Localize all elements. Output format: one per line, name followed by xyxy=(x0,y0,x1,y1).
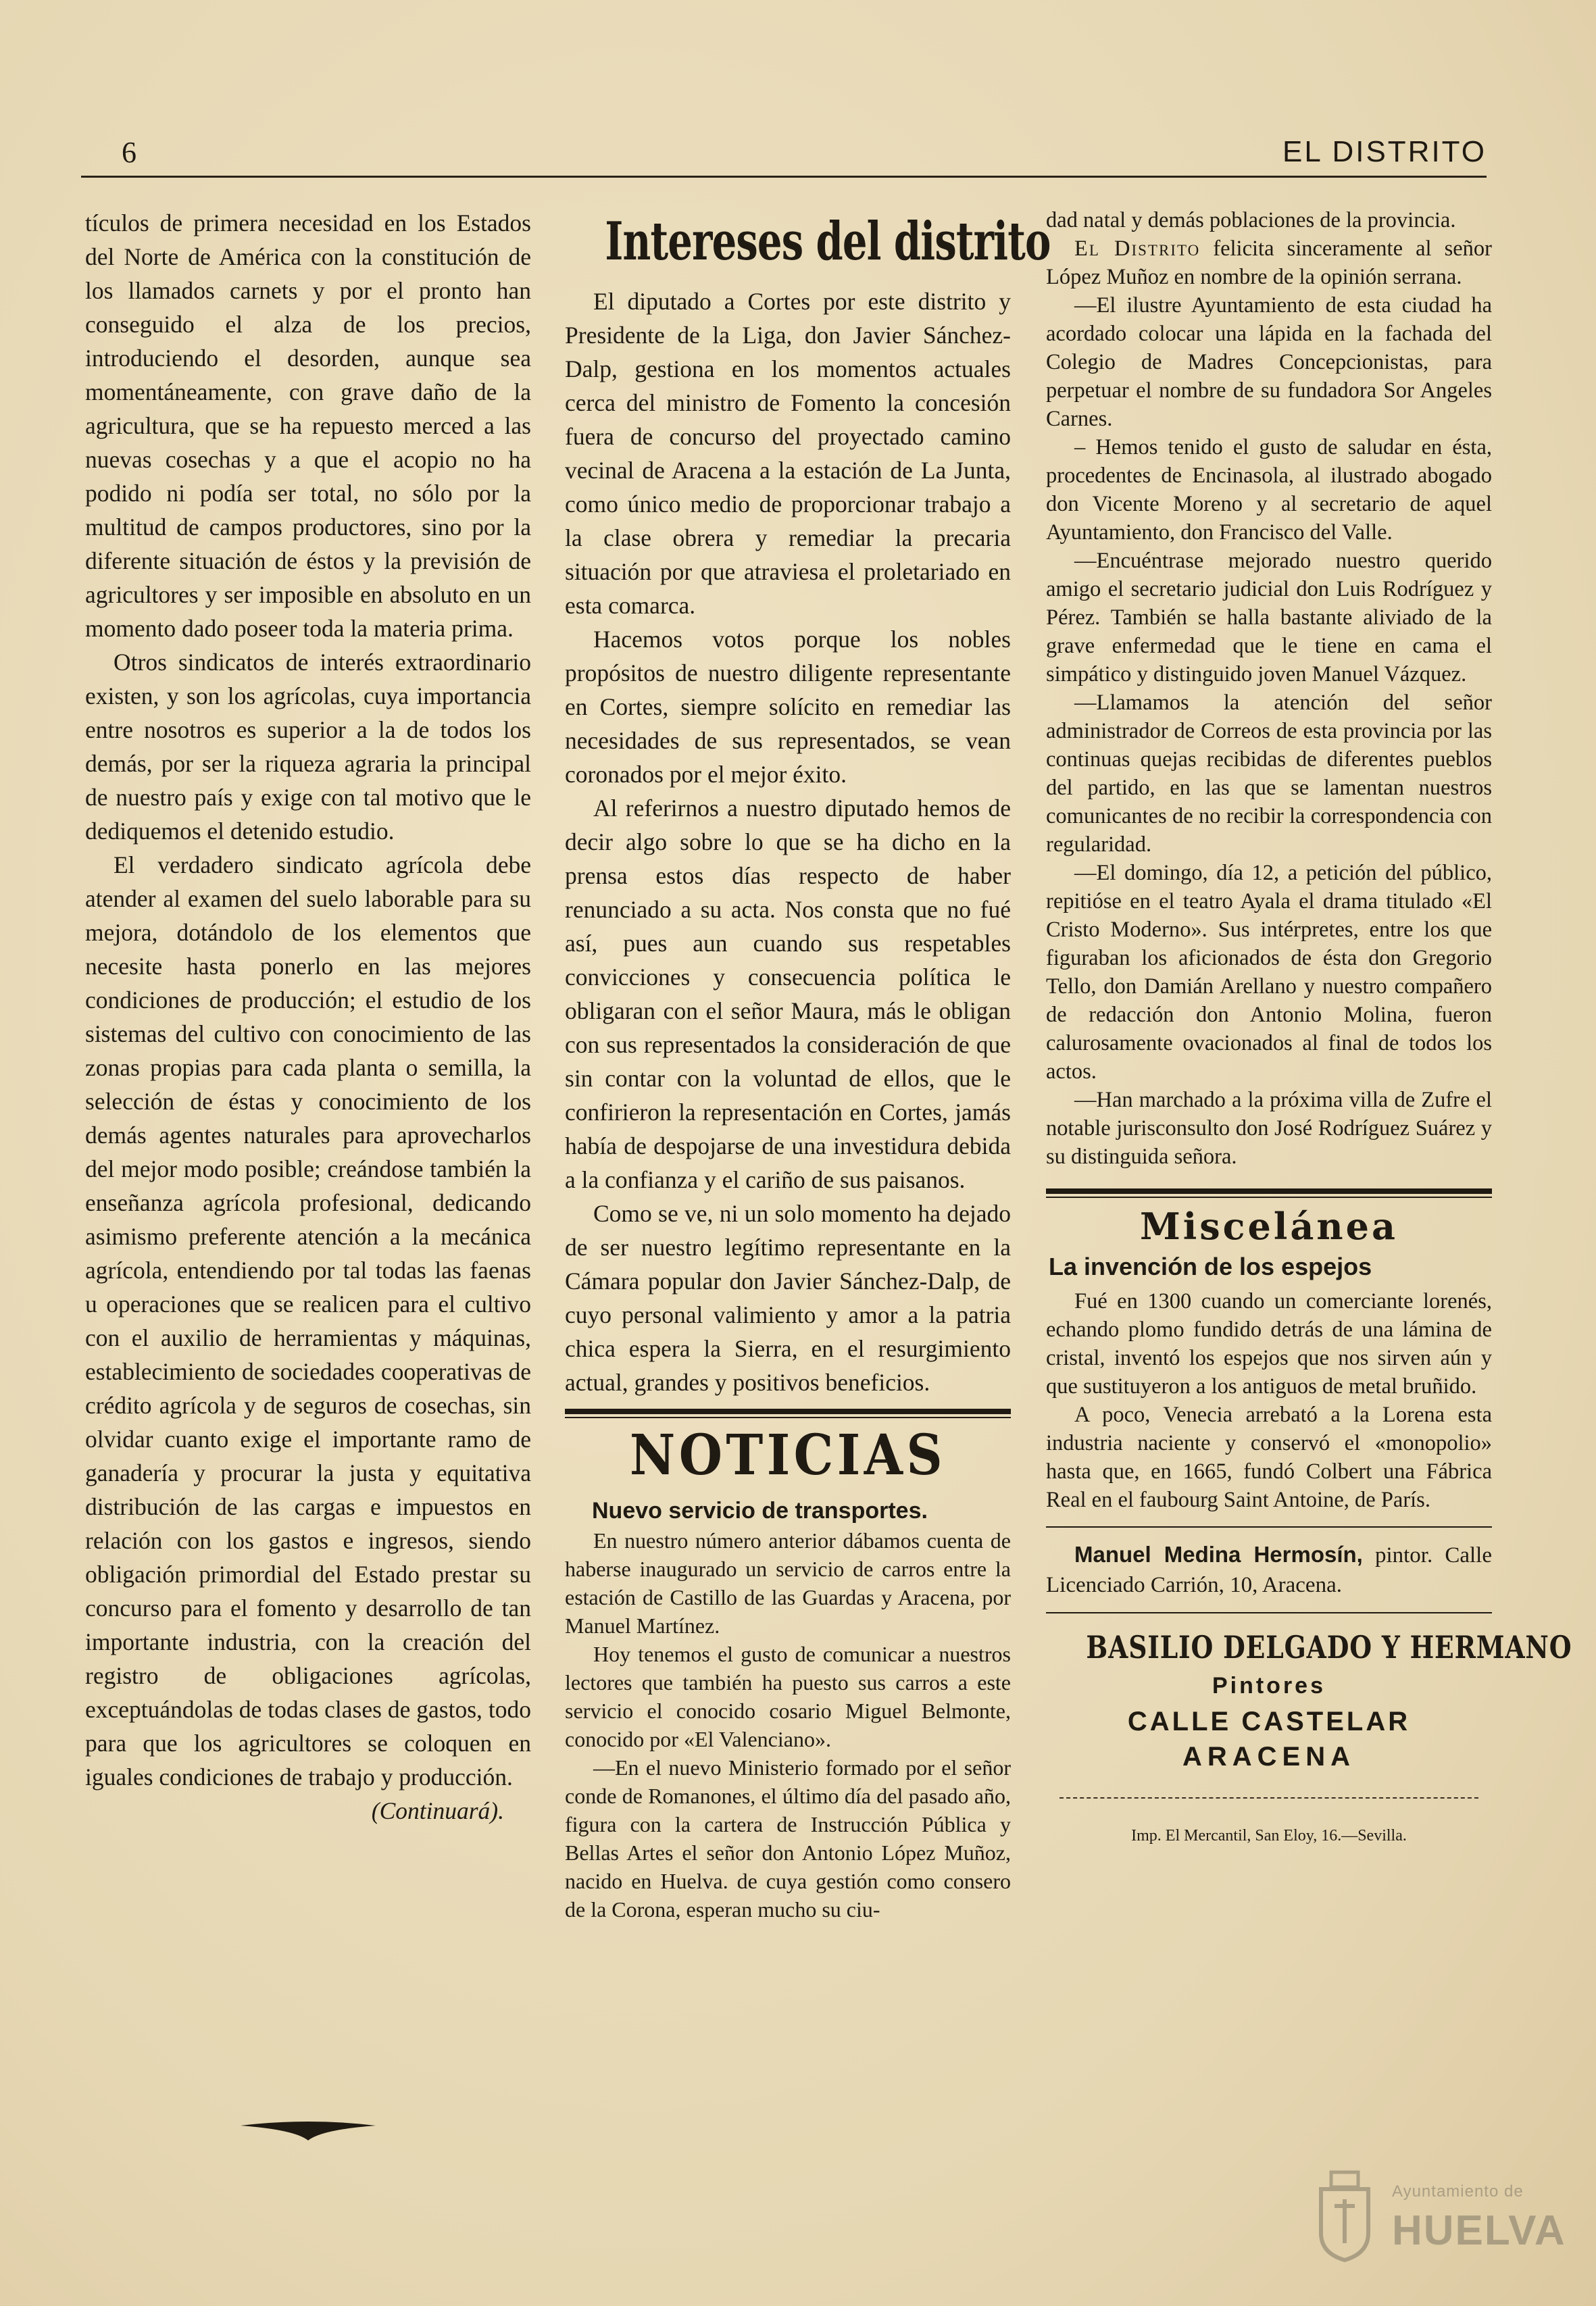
advertisement-medina xyxy=(1046,1540,1492,1600)
ad-trade: Pintores xyxy=(1212,1673,1326,1699)
article-paragraph: Hacemos votos porque los nobles propósitos de nuestro diligente representante en Cortes, siempre solícito en remediar las necesidades de sus representados, se vean coronados por el mejor éxito. xyxy=(565,626,1011,788)
divider-rule xyxy=(1046,1188,1492,1194)
news-item: – Hemos tenido el gusto de saludar en ésta, procedentes de Encinasola, al ilustrado abogado don Vicente Moreno y al secretario de aquel Ayuntamiento, don Francisco del Valle. xyxy=(1046,435,1492,545)
divider-rule xyxy=(565,1417,1011,1418)
noticias-heading: NOTICIAS xyxy=(629,1423,947,1488)
divider-rule xyxy=(1046,1526,1492,1528)
watermark-small-text: Ayuntamiento de xyxy=(1392,2182,1524,2201)
ad-rest: pintor. Calle Licenciado Carrión, 10, Aracena. xyxy=(1046,1543,1492,1597)
divider-rule xyxy=(565,1409,1011,1414)
article-paragraph: El diputado a Cortes por este distrito y Presidente de la Liga, don Javier Sánchez-Dalp, gestiona en los momentos actuales cerca del ministro de Fomento la concesión fuera de concurso del proyectado camino vecinal de Aracena a la estación de La Junta, como único medio de proporcionar trabajo a la clase obrera y remediar la precaria situación por que atraviesa el proletariado en esta comarca. xyxy=(565,288,1011,619)
newspaper-name: EL DISTRITO xyxy=(1282,135,1487,168)
divider-rule xyxy=(1059,1797,1478,1799)
ad-street: CALLE CASTELAR xyxy=(1127,1707,1411,1736)
news-item: —Encuéntrase mejorado nuestro querido amigo el secretario judicial don Luis Rodríguez y Pérez. También se halla bastante aliviado de la grave enfermedad que le tiene en cama el simpático y distinguido joven Manuel Vázquez. xyxy=(1046,549,1492,686)
continued-note: (Continuará). xyxy=(371,1797,504,1824)
news-item-text: felicita sinceramente al señor López Muñoz en nombre de la opinión serrana. xyxy=(1046,236,1492,289)
ad-town: ARACENA xyxy=(1182,1742,1355,1772)
article-paragraph: Como se ve, ni un solo momento ha dejado de ser nuestro legítimo representante en la Cámara popular don Javier Sánchez-Dalp, de cuyo personal valimiento y amor a la patria chica espera la Sierra, en el resurgimiento actual, grandes y positivos beneficios. xyxy=(565,1200,1011,1396)
news-item: —El domingo, día 12, a petición del público, repitióse en el teatro Ayala el drama titulado «El Cristo Moderno». Sus intérpretes, entre los que figuraban los aficionados de ésta don Gregorio Tello, don Damián Arellano y nuestro compañero de redacción don Antonio Molina, fueron calurosamente ovacionados al final de todos los actos. xyxy=(1046,861,1492,1084)
news-item: dad natal y demás poblaciones de la provincia. xyxy=(1046,208,1456,232)
printer-imprint: Imp. El Mercantil, San Eloy, 16.—Sevilla. xyxy=(1131,1827,1407,1845)
advertisement-delgado xyxy=(1046,1627,1572,1774)
article-paragraph: Al referirnos a nuestro diputado hemos de decir algo sobre lo que se ha dicho en la prensa estos días respecto de haber renunciado a su acta. Nos consta que no fué así, pues aun cuando sus respetables convicciones y consecuencia política le obligaran con el señor Maura, más le obligan con sus representados la consideración de que sin contar con la voluntad de ellos, que le confirieron la representación en Cortes, jamás había de despojarse de una investidura debida a la confianza y el cariño de sus paisanos. xyxy=(565,795,1011,1193)
noticias-body xyxy=(565,1526,1011,1924)
article-paragraph: Otros sindicatos de interés extraordinario existen, y son los agrícolas, cuya importancia entre nosotros es superior a la de todos los demás, por ser la riqueza agraria la principal de nuestro país y exige con tal motivo que le dediquemos el detenido estudio. xyxy=(85,649,531,845)
news-subhead: Nuevo servicio de transportes. xyxy=(592,1498,928,1524)
column-3 xyxy=(1046,206,1572,1846)
article-paragraph: El verdadero sindicato agrícola debe atender al examen del suelo laborable para su mejora, dotándolo de los elementos que necesite hasta ponerlo en las mejores condiciones de producción; el estudio de los sistemas del cultivo con conocimiento de las zonas propias para cada planta o semilla, la selección de éstas y conocimiento de los demás agentes naturales para aprovecharlos del mejor modo posible; creándose también la enseñanza agrícola profesional, dedicando asimismo preferente atención a la mecánica agrícola, entendiendo por tal todas las faenas u operaciones que se realicen para el cultivo con el auxilio de herramientas y máquinas, establecimiento de sociedades cooperativas de crédito agrícola y de seguros de cosechas, sin olvidar cuanto exige el importante ramo de ganadería y procurar la justa y equitativa distribución de las cargas e impuestos en relación con los gastos e ingresos, siendo obligación primordial del Estado prestar su concurso para el fomento y desarrollo de tan importante industria, con la creación del registro de obligaciones agrícolas, exceptuándolas de todas clases de gastos, todo para que los agricultores se coloquen en iguales condiciones de trabajo y producción. xyxy=(85,851,531,1790)
page-number: 6 xyxy=(122,136,136,169)
section-title: Intereses del distrito xyxy=(605,211,1051,272)
paper-name-smallcaps: El Distrito xyxy=(1074,236,1201,261)
news-item: —Llamamos la atención del señor administrador de Correos de esta provincia por las continuas quejas recibidas de diferentes pueblos del partido, en las que se lamentan nuestros comunicantes de no recibir la correspondencia con regularidad. xyxy=(1046,691,1492,857)
news-item: En nuestro número anterior dábamos cuenta de haberse inaugurado un servicio de carros entre la estación de Castillo de las Guardas y Aracena, por Manuel Martínez. xyxy=(565,1528,1011,1638)
flourish-ornament xyxy=(241,2115,376,2142)
watermark-big-text: HUELVA xyxy=(1392,2207,1566,2254)
news-item: Hoy tenemos el gusto de comunicar a nuestros lectores que también ha puesto sus carros a este servicio el conocido cosario Miguel Belmonte, conocido por «El Valenciano». xyxy=(565,1642,1011,1751)
miscelanea-subtitle: La invención de los espejos xyxy=(1049,1253,1372,1280)
page-header xyxy=(81,135,1487,178)
misc-paragraph: A poco, Venecia arrebató a la Lorena esta industria naciente y conservó el «monopolio» hasta que, en 1665, fundó Colbert una Fábrica Real en el faubourg Saint Antoine, de París. xyxy=(1046,1403,1492,1512)
ad-text xyxy=(1046,1540,1492,1600)
news-item: —Han marchado a la próxima villa de Zufre el notable jurisconsulto don José Rodríguez Suárez y su distinguida señora. xyxy=(1046,1088,1492,1169)
news-item: —El ilustre Ayuntamiento de esta ciudad ha acordado colocar una lápida en la fachada del Colegio de Madres Concepcionistas, para perpetuar el nombre de su fundadora Sor Angeles Carnes. xyxy=(1046,293,1492,431)
news-item: —En el nuevo Ministerio formado por el señor conde de Romanones, el último día del pasado año, figura con la cartera de Instrucción Pública y Bellas Artes el señor don Antonio López Muñoz, nacido en Huelva. de cuya gestión como consero de la Corona, esperan mucho su ciu- xyxy=(565,1755,1011,1922)
divider-rule xyxy=(1046,1612,1492,1613)
column-1 xyxy=(85,206,531,1828)
ad-business-name: BASILIO DELGADO Y HERMANO xyxy=(1086,1629,1572,1665)
miscelanea-heading: Miscelánea xyxy=(1139,1205,1399,1248)
ad-name: Manuel Medina Hermosín, xyxy=(1074,1542,1363,1567)
divider-rule xyxy=(1046,1197,1492,1198)
shield-icon xyxy=(1311,2169,1378,2263)
article-paragraph: tículos de primera necesidad en los Estados del Norte de América con la constitución de los llamados carnets y por el pronto han conseguido el alza de los precios, introduciendo el desorden, aunque sea momentáneamente, con grave daño de la agricultura, que se ha repuesto merced a las nuevas cosechas y a que el acopio no ha podido ni podía ser total, no sólo por la multitud de campos productores, sino por la diferente situación de éstos y la previsión de agricultores y ser imposible en absoluto en un momento dado poseer toda la materia prima. xyxy=(85,209,531,642)
column-2 xyxy=(565,206,1051,1924)
watermark xyxy=(1311,2169,1566,2270)
news-item xyxy=(1046,234,1492,291)
misc-paragraph: Fué en 1300 cuando un comerciante lorenés, echando plomo fundido detrás de una lámina de cristal, inventó los espejos que nos sirven aún y que sustituyeron a los antiguos de metal bruñido. xyxy=(1046,1289,1492,1399)
